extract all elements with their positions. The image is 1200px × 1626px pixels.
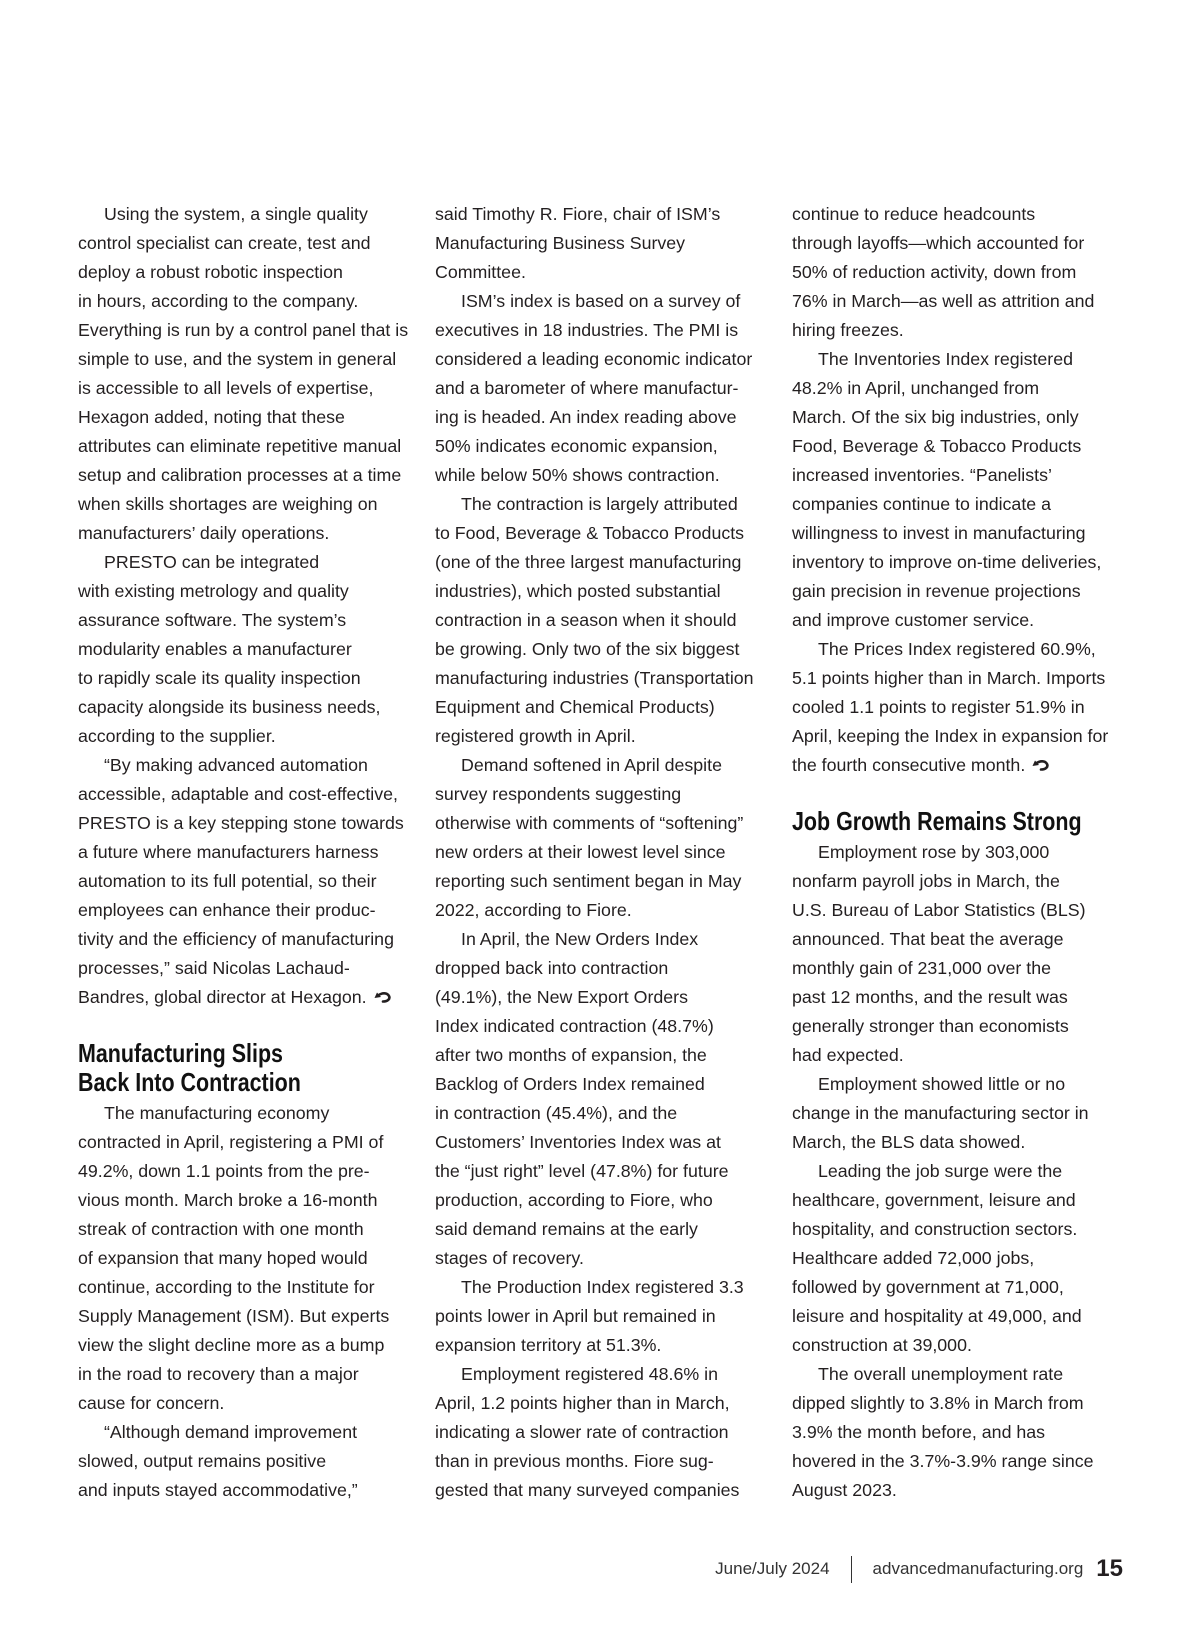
section-heading-line: [78, 1039, 418, 1068]
line-text: hiring freezes.: [792, 320, 904, 340]
paragraph: [792, 1360, 1132, 1505]
text-line: [78, 287, 418, 316]
section-heading: [78, 1039, 418, 1097]
line-text: than in previous months. Fiore sug-: [435, 1451, 714, 1471]
line-text: tivity and the efficiency of manufacturing: [78, 929, 394, 949]
text-line: [792, 287, 1132, 316]
line-text: PRESTO is a key stepping stone towards: [78, 813, 404, 833]
line-text: and a barometer of where manufactur-: [435, 378, 739, 398]
text-line: [792, 954, 1132, 983]
line-text: the fourth consecutive month.: [792, 755, 1026, 775]
text-line: [792, 925, 1132, 954]
line-text: August 2023.: [792, 1480, 897, 1500]
text-line: [435, 287, 775, 316]
line-text: to Food, Beverage & Tobacco Products: [435, 523, 745, 543]
text-line: [792, 316, 1132, 345]
section-heading-line: [78, 1068, 418, 1097]
text-line: [792, 1360, 1132, 1389]
line-text: survey respondents suggesting: [435, 784, 682, 804]
line-text: 48.2% in April, unchanged from: [792, 378, 1040, 398]
line-text: production, according to Fiore, who: [435, 1190, 713, 1210]
line-text: companies continue to indicate a: [792, 494, 1051, 514]
line-text: a future where manufacturers harness: [78, 842, 379, 862]
text-line: [435, 1360, 775, 1389]
line-text: Hexagon added, noting that these: [78, 407, 345, 427]
issue-date: June/July 2024: [715, 1559, 830, 1578]
footer-divider: [851, 1556, 852, 1583]
line-text: (one of the three largest manufacturing: [435, 552, 742, 572]
text-line: [78, 200, 418, 229]
line-text: simple to use, and the system in general: [78, 349, 397, 369]
line-text: March. Of the six big industries, only: [792, 407, 1079, 427]
text-line: [435, 229, 775, 258]
text-line: [78, 1128, 418, 1157]
line-text: continue, according to the Institute for: [78, 1277, 375, 1297]
text-line: [78, 635, 418, 664]
paragraph: [435, 200, 775, 287]
text-line: [435, 200, 775, 229]
line-text: generally stronger than economists: [792, 1016, 1069, 1036]
section-heading: [792, 807, 1132, 836]
line-text: Leading the job surge were the: [818, 1161, 1063, 1181]
line-text: through layoffs—which accounted for: [792, 233, 1085, 253]
text-line: [792, 345, 1132, 374]
text-line: [792, 1012, 1132, 1041]
line-text: industries), which posted substantial: [435, 581, 721, 601]
text-line: [78, 809, 418, 838]
line-text: after two months of expansion, the: [435, 1045, 707, 1065]
line-text: 50% indicates economic expansion,: [435, 436, 718, 456]
text-line: [78, 577, 418, 606]
text-line: [78, 316, 418, 345]
text-line: [792, 606, 1132, 635]
text-line: [792, 519, 1132, 548]
text-line: [78, 1215, 418, 1244]
text-line: [78, 229, 418, 258]
line-text: followed by government at 71,000,: [792, 1277, 1064, 1297]
text-line: [78, 1389, 418, 1418]
line-text: indicating a slower rate of contraction: [435, 1422, 729, 1442]
text-line: [78, 954, 418, 983]
text-line: [792, 1070, 1132, 1099]
text-line: [792, 490, 1132, 519]
text-line: [435, 925, 775, 954]
line-text: The overall unemployment rate: [818, 1364, 1064, 1384]
line-text: and improve customer service.: [792, 610, 1035, 630]
column-3: [792, 200, 1132, 1505]
line-text: said Timothy R. Fiore, chair of ISM’s: [435, 204, 721, 224]
line-text: points lower in April but remained in: [435, 1306, 716, 1326]
line-text: executives in 18 industries. The PMI is: [435, 320, 739, 340]
line-text: capacity alongside its business needs,: [78, 697, 381, 717]
text-line: [792, 258, 1132, 287]
text-line: [792, 896, 1132, 925]
text-line: [78, 664, 418, 693]
paragraph: [78, 548, 418, 751]
paragraph: [792, 200, 1132, 345]
line-text: The Prices Index registered 60.9%,: [818, 639, 1096, 659]
line-text: automation to its full potential, so their: [78, 871, 377, 891]
text-line: [78, 258, 418, 287]
text-line: [78, 1447, 418, 1476]
text-line: [78, 896, 418, 925]
text-line: [78, 838, 418, 867]
line-text: manufacturers’ daily operations.: [78, 523, 330, 543]
line-text: stages of recovery.: [435, 1248, 584, 1268]
text-line: [435, 1476, 775, 1505]
line-text: processes,” said Nicolas Lachaud-: [78, 958, 350, 978]
line-text: with existing metrology and quality: [78, 581, 349, 601]
section-heading-line: [792, 807, 1132, 836]
text-line: [435, 258, 775, 287]
line-text: while below 50% shows contraction.: [435, 465, 720, 485]
website-url: advancedmanufacturing.org: [872, 1559, 1084, 1578]
line-text: setup and calibration processes at a time: [78, 465, 402, 485]
line-text: to rapidly scale its quality inspection: [78, 668, 361, 688]
text-line: [78, 606, 418, 635]
line-text: 49.2%, down 1.1 points from the pre-: [78, 1161, 370, 1181]
text-line: [435, 432, 775, 461]
line-text: Supply Management (ISM). But experts: [78, 1306, 390, 1326]
line-text: announced. That beat the average: [792, 929, 1064, 949]
text-line: [435, 606, 775, 635]
text-line: [78, 548, 418, 577]
text-line: [78, 374, 418, 403]
text-line: [792, 229, 1132, 258]
text-line: [792, 1389, 1132, 1418]
line-text: In April, the New Orders Index: [461, 929, 699, 949]
text-line: [792, 838, 1132, 867]
column-2: [435, 200, 775, 1505]
text-line: [435, 664, 775, 693]
line-text: said demand remains at the early: [435, 1219, 698, 1239]
paragraph: [78, 200, 418, 548]
line-text: dropped back into contraction: [435, 958, 669, 978]
line-text: 5.1 points higher than in March. Imports: [792, 668, 1106, 688]
paragraph: [435, 287, 775, 490]
text-line: [78, 867, 418, 896]
line-text: contracted in April, registering a PMI of: [78, 1132, 384, 1152]
line-text: Healthcare added 72,000 jobs,: [792, 1248, 1035, 1268]
line-text: attributes can eliminate repetitive manual: [78, 436, 402, 456]
line-text: “Although demand improvement: [104, 1422, 358, 1442]
line-text: reporting such sentiment began in May: [435, 871, 742, 891]
line-text: registered growth in April.: [435, 726, 636, 746]
line-text: Employment registered 48.6% in: [461, 1364, 718, 1384]
text-line: [435, 490, 775, 519]
line-text: is accessible to all levels of expertise,: [78, 378, 374, 398]
line-text: employees can enhance their produc-: [78, 900, 376, 920]
text-line: [792, 1418, 1132, 1447]
line-text: assurance software. The system’s: [78, 610, 347, 630]
line-text: Index indicated contraction (48.7%): [435, 1016, 714, 1036]
text-line: [792, 548, 1132, 577]
text-line: [792, 1186, 1132, 1215]
paragraph: [792, 838, 1132, 1070]
line-text: contraction in a season when it should: [435, 610, 737, 630]
text-line: [435, 316, 775, 345]
line-text: be growing. Only two of the six biggest: [435, 639, 740, 659]
text-line: [792, 983, 1132, 1012]
line-text: Backlog of Orders Index remained: [435, 1074, 705, 1094]
text-line: [792, 751, 1132, 780]
line-text: increased inventories. “Panelists’: [792, 465, 1052, 485]
text-line: [792, 1128, 1132, 1157]
line-text: Employment rose by 303,000: [818, 842, 1050, 862]
line-text: April, keeping the Index in expansion for: [792, 726, 1109, 746]
text-line: [435, 1070, 775, 1099]
text-line: [78, 1331, 418, 1360]
text-line: [435, 1447, 775, 1476]
paragraph: [78, 751, 418, 1012]
text-line: [435, 1244, 775, 1273]
text-line: [792, 867, 1132, 896]
line-text: otherwise with comments of “softening”: [435, 813, 744, 833]
text-line: [78, 1302, 418, 1331]
line-text: deploy a robust robotic inspection: [78, 262, 343, 282]
text-line: [435, 1273, 775, 1302]
text-line: [792, 1244, 1132, 1273]
line-text: nonfarm payroll jobs in March, the: [792, 871, 1060, 891]
text-line: [78, 519, 418, 548]
paragraph: [792, 1070, 1132, 1157]
line-text: healthcare, government, leisure and: [792, 1190, 1076, 1210]
end-mark-icon: [1032, 759, 1050, 772]
line-text: change in the manufacturing sector in: [792, 1103, 1089, 1123]
line-text: The manufacturing economy: [104, 1103, 330, 1123]
text-line: [792, 1041, 1132, 1070]
text-line: [792, 374, 1132, 403]
text-line: [435, 1418, 775, 1447]
text-line: [435, 1331, 775, 1360]
text-line: [792, 577, 1132, 606]
line-text: expansion territory at 51.3%.: [435, 1335, 662, 1355]
line-text: and inputs stayed accommodative,”: [78, 1480, 358, 1500]
paragraph: [78, 1418, 418, 1505]
text-line: [792, 664, 1132, 693]
line-text: The Production Index registered 3.3: [461, 1277, 744, 1297]
text-line: [435, 1157, 775, 1186]
text-line: [435, 867, 775, 896]
paragraph: [435, 1273, 775, 1360]
paragraph: [792, 635, 1132, 780]
line-text: slowed, output remains positive: [78, 1451, 327, 1471]
text-line: [435, 374, 775, 403]
line-text: gain precision in revenue projections: [792, 581, 1081, 601]
line-text: (49.1%), the New Export Orders: [435, 987, 688, 1007]
line-text: in contraction (45.4%), and the: [435, 1103, 678, 1123]
text-line: [78, 432, 418, 461]
text-line: [792, 1273, 1132, 1302]
text-line: [792, 403, 1132, 432]
text-line: [435, 693, 775, 722]
line-text: Food, Beverage & Tobacco Products: [792, 436, 1082, 456]
text-line: [792, 1157, 1132, 1186]
line-text: manufacturing industries (Transportation: [435, 668, 754, 688]
line-text: hovered in the 3.7%-3.9% range since: [792, 1451, 1094, 1471]
text-line: [792, 722, 1132, 751]
text-line: [435, 896, 775, 925]
line-text: U.S. Bureau of Labor Statistics (BLS): [792, 900, 1086, 920]
text-line: [792, 1215, 1132, 1244]
paragraph: [792, 345, 1132, 635]
text-line: [435, 954, 775, 983]
line-text: modularity enables a manufacturer: [78, 639, 352, 659]
heading-text: Manufacturing Slips: [78, 1038, 283, 1068]
text-line: [435, 345, 775, 374]
line-text: when skills shortages are weighing on: [78, 494, 378, 514]
paragraph: [435, 925, 775, 1273]
line-text: Employment showed little or no: [818, 1074, 1066, 1094]
heading-text: Back Into Contraction: [78, 1067, 301, 1097]
line-text: monthly gain of 231,000 over the: [792, 958, 1051, 978]
text-line: [435, 461, 775, 490]
text-line: [78, 751, 418, 780]
line-text: accessible, adaptable and cost-effective,: [78, 784, 398, 804]
line-text: 3.9% the month before, and has: [792, 1422, 1046, 1442]
line-text: Manufacturing Business Survey: [435, 233, 686, 253]
text-line: [792, 1302, 1132, 1331]
text-line: [78, 403, 418, 432]
line-text: ing is headed. An index reading above: [435, 407, 737, 427]
line-text: April, 1.2 points higher than in March,: [435, 1393, 730, 1413]
line-text: Customers’ Inventories Index was at: [435, 1132, 721, 1152]
paragraph: [792, 1157, 1132, 1360]
text-line: [78, 693, 418, 722]
line-text: Demand softened in April despite: [461, 755, 722, 775]
line-text: 2022, according to Fiore.: [435, 900, 632, 920]
line-text: “By making advanced automation: [104, 755, 368, 775]
line-text: continue to reduce headcounts: [792, 204, 1036, 224]
text-line: [435, 635, 775, 664]
line-text: leisure and hospitality at 49,000, and: [792, 1306, 1082, 1326]
line-text: dipped slightly to 3.8% in March from: [792, 1393, 1084, 1413]
text-line: [792, 1447, 1132, 1476]
text-line: [78, 461, 418, 490]
line-text: 76% in March—as well as attrition and: [792, 291, 1095, 311]
text-line: [792, 635, 1132, 664]
text-line: [78, 1157, 418, 1186]
text-line: [78, 1476, 418, 1505]
text-line: [78, 345, 418, 374]
line-text: Bandres, global director at Hexagon.: [78, 987, 367, 1007]
line-text: had expected.: [792, 1045, 904, 1065]
text-line: [78, 722, 418, 751]
line-text: 50% of reduction activity, down from: [792, 262, 1077, 282]
text-line: [435, 722, 775, 751]
text-line: [435, 403, 775, 432]
line-text: according to the supplier.: [78, 726, 276, 746]
text-line: [435, 577, 775, 606]
line-text: Committee.: [435, 262, 526, 282]
text-line: [792, 432, 1132, 461]
line-text: past 12 months, and the result was: [792, 987, 1068, 1007]
line-text: cooled 1.1 points to register 51.9% in: [792, 697, 1085, 717]
line-text: Everything is run by a control panel that is: [78, 320, 409, 340]
text-line: [78, 925, 418, 954]
text-line: [435, 983, 775, 1012]
line-text: hospitality, and construction sectors.: [792, 1219, 1078, 1239]
line-text: considered a leading economic indicator: [435, 349, 753, 369]
text-line: [792, 1331, 1132, 1360]
text-line: [792, 1099, 1132, 1128]
line-text: Equipment and Chemical Products): [435, 697, 715, 717]
line-text: streak of contraction with one month: [78, 1219, 364, 1239]
text-line: [435, 519, 775, 548]
text-line: [78, 1186, 418, 1215]
text-line: [435, 1186, 775, 1215]
line-text: control specialist can create, test and: [78, 233, 371, 253]
page-footer: [715, 1554, 1123, 1584]
column-1: [78, 200, 418, 1505]
text-line: [78, 1418, 418, 1447]
line-text: inventory to improve on-time deliveries,: [792, 552, 1102, 572]
text-line: [435, 1389, 775, 1418]
text-line: [792, 461, 1132, 490]
text-line: [435, 751, 775, 780]
text-line: [435, 1041, 775, 1070]
line-text: gested that many surveyed companies: [435, 1480, 740, 1500]
line-text: in the road to recovery than a major: [78, 1364, 359, 1384]
heading-text: Job Growth Remains Strong: [792, 806, 1082, 836]
paragraph: [435, 751, 775, 925]
text-line: [435, 1012, 775, 1041]
line-text: cause for concern.: [78, 1393, 225, 1413]
text-line: [78, 1360, 418, 1389]
line-text: of expansion that many hoped would: [78, 1248, 368, 1268]
text-line: [435, 1099, 775, 1128]
line-text: the “just right” level (47.8%) for future: [435, 1161, 729, 1181]
line-text: in hours, according to the company.: [78, 291, 359, 311]
text-line: [435, 1302, 775, 1331]
paragraph: [78, 1099, 418, 1418]
line-text: ISM’s index is based on a survey of: [461, 291, 741, 311]
text-line: [435, 548, 775, 577]
paragraph: [435, 1360, 775, 1505]
text-line: [435, 1128, 775, 1157]
line-text: vious month. March broke a 16-month: [78, 1190, 378, 1210]
text-line: [78, 1244, 418, 1273]
text-line: [435, 1215, 775, 1244]
text-line: [792, 1476, 1132, 1505]
line-text: March, the BLS data showed.: [792, 1132, 1026, 1152]
line-text: The Inventories Index registered: [818, 349, 1074, 369]
line-text: PRESTO can be integrated: [104, 552, 320, 572]
line-text: new orders at their lowest level since: [435, 842, 726, 862]
text-line: [435, 780, 775, 809]
page-number: 15: [1096, 1555, 1123, 1582]
text-line: [78, 490, 418, 519]
line-text: construction at 39,000.: [792, 1335, 972, 1355]
text-line: [78, 1273, 418, 1302]
text-line: [792, 693, 1132, 722]
text-line: [792, 200, 1132, 229]
text-line: [78, 1099, 418, 1128]
line-text: The contraction is largely attributed: [461, 494, 738, 514]
line-text: view the slight decline more as a bump: [78, 1335, 385, 1355]
line-text: Using the system, a single quality: [104, 204, 368, 224]
text-line: [435, 809, 775, 838]
text-line: [78, 780, 418, 809]
end-mark-icon: [374, 991, 392, 1004]
text-line: [435, 838, 775, 867]
line-text: willingness to invest in manufacturing: [792, 523, 1086, 543]
paragraph: [435, 490, 775, 751]
text-line: [78, 983, 418, 1012]
